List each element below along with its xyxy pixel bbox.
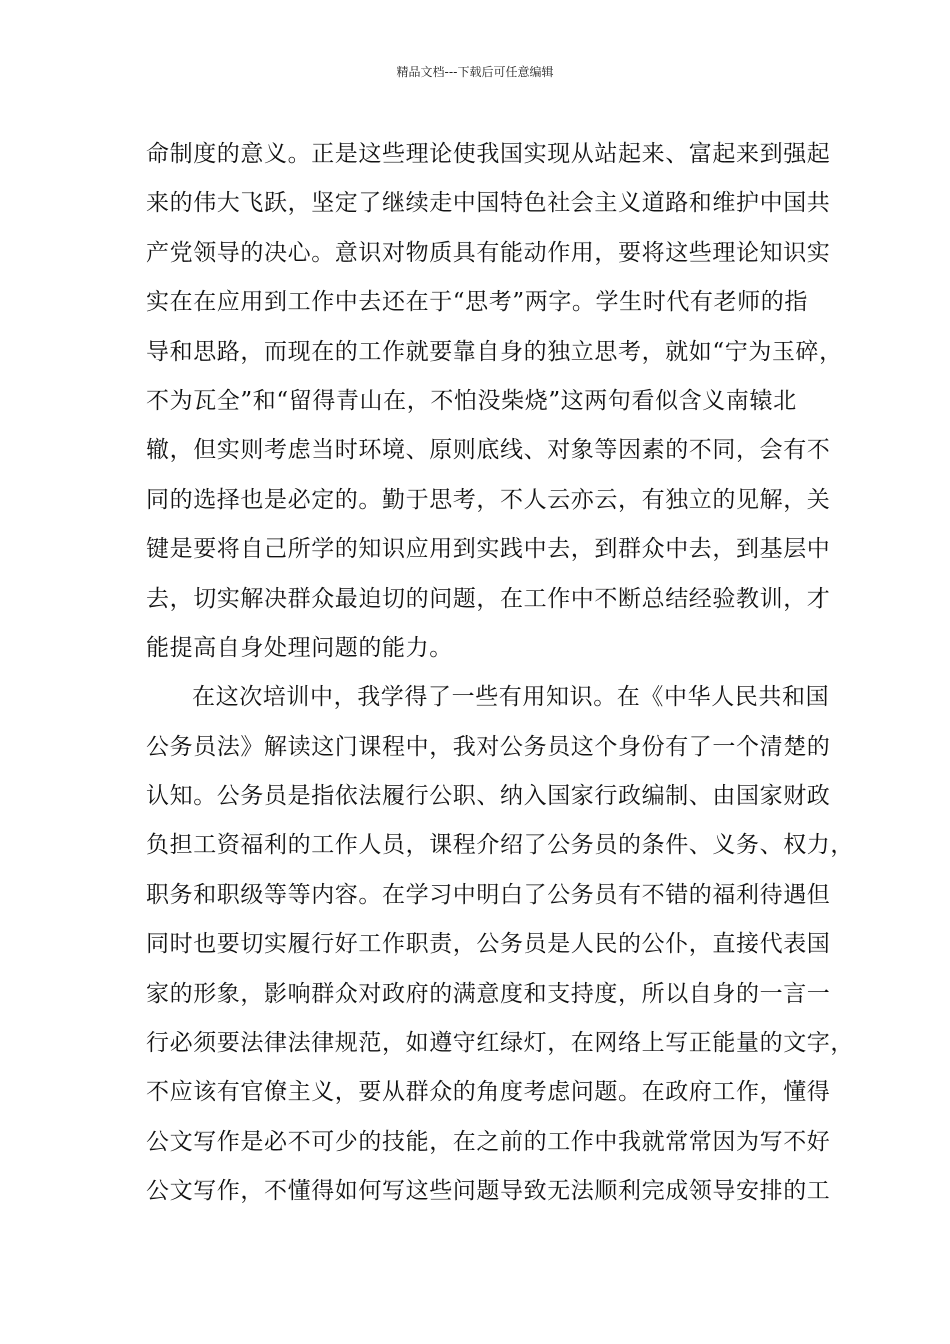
body-text (146, 130, 854, 1217)
paragraph-line: 职务和职级等等内容。在学习中明白了公务员有不错的福利待遇但 (146, 881, 831, 908)
paragraph-line: 公文写作，不懂得如何写这些问题导致无法顺利完成领导安排的工 (146, 1178, 831, 1205)
paragraph-line: 能提高自身处理问题的能力。 (146, 634, 453, 661)
paragraph-line: 认知。公务员是指依法履行公职、纳入国家行政编制、由国家财政 (146, 783, 831, 810)
paragraph-line: 辙，但实则考虑当时环境、原则底线、对象等因素的不同，会有不 (146, 437, 831, 464)
paragraph-line: 同的选择也是必定的。勤于思考，不人云亦云，有独立的见解，关 (146, 486, 831, 513)
paragraph-line: 公务员法》解读这门课程中，我对公务员这个身份有了一个清楚的 (146, 733, 831, 760)
paragraph-line: 同时也要切实履行好工作职责，公务员是人民的公仆，直接代表国 (146, 931, 831, 958)
paragraph-line: 不应该有官僚主义，要从群众的角度考虑问题。在政府工作，懂得 (146, 1079, 831, 1106)
page-header: 精品文档---下载后可任意编辑 (396, 65, 554, 79)
paragraph-line: 在这次培训中，我学得了一些有用知识。在《中华人民共和国 (192, 684, 830, 711)
paragraph-line: 家的形象，影响群众对政府的满意度和支持度，所以自身的一言一 (146, 980, 831, 1007)
paragraph-line: 导和思路，而现在的工作就要靠自身的独立思考，就如“宁为玉碎， (146, 338, 843, 365)
paragraph-line: 来的伟大飞跃，坚定了继续走中国特色社会主义道路和维护中国共 (146, 190, 831, 217)
paragraph-line: 实在在应用到工作中去还在于“思考”两字。学生时代有老师的指 (146, 289, 808, 316)
paragraph-line: 键是要将自己所学的知识应用到实践中去，到群众中去，到基层中 (146, 536, 831, 563)
paragraph-line: 产党领导的决心。意识对物质具有能动作用，要将这些理论知识实 (146, 239, 831, 266)
paragraph-1 (146, 130, 843, 673)
paragraph-2 (146, 673, 854, 1216)
paragraph-line: 不为瓦全”和“留得青山在，不怕没柴烧”这两句看似含义南辕北 (146, 387, 797, 414)
paragraph-line: 去，切实解决群众最迫切的问题，在工作中不断总结经验教训，才 (146, 585, 831, 612)
paragraph-line: 行必须要法律法律规范，如遵守红绿灯，在网络上写正能量的文字， (146, 1030, 854, 1057)
paragraph-line: 负担工资福利的工作人员，课程介绍了公务员的条件、义务、权力， (146, 832, 854, 859)
paragraph-line: 公文写作是必不可少的技能，在之前的工作中我就常常因为写不好 (146, 1128, 831, 1155)
paragraph-line: 命制度的意义。正是这些理论使我国实现从站起来、富起来到强起 (146, 141, 831, 167)
